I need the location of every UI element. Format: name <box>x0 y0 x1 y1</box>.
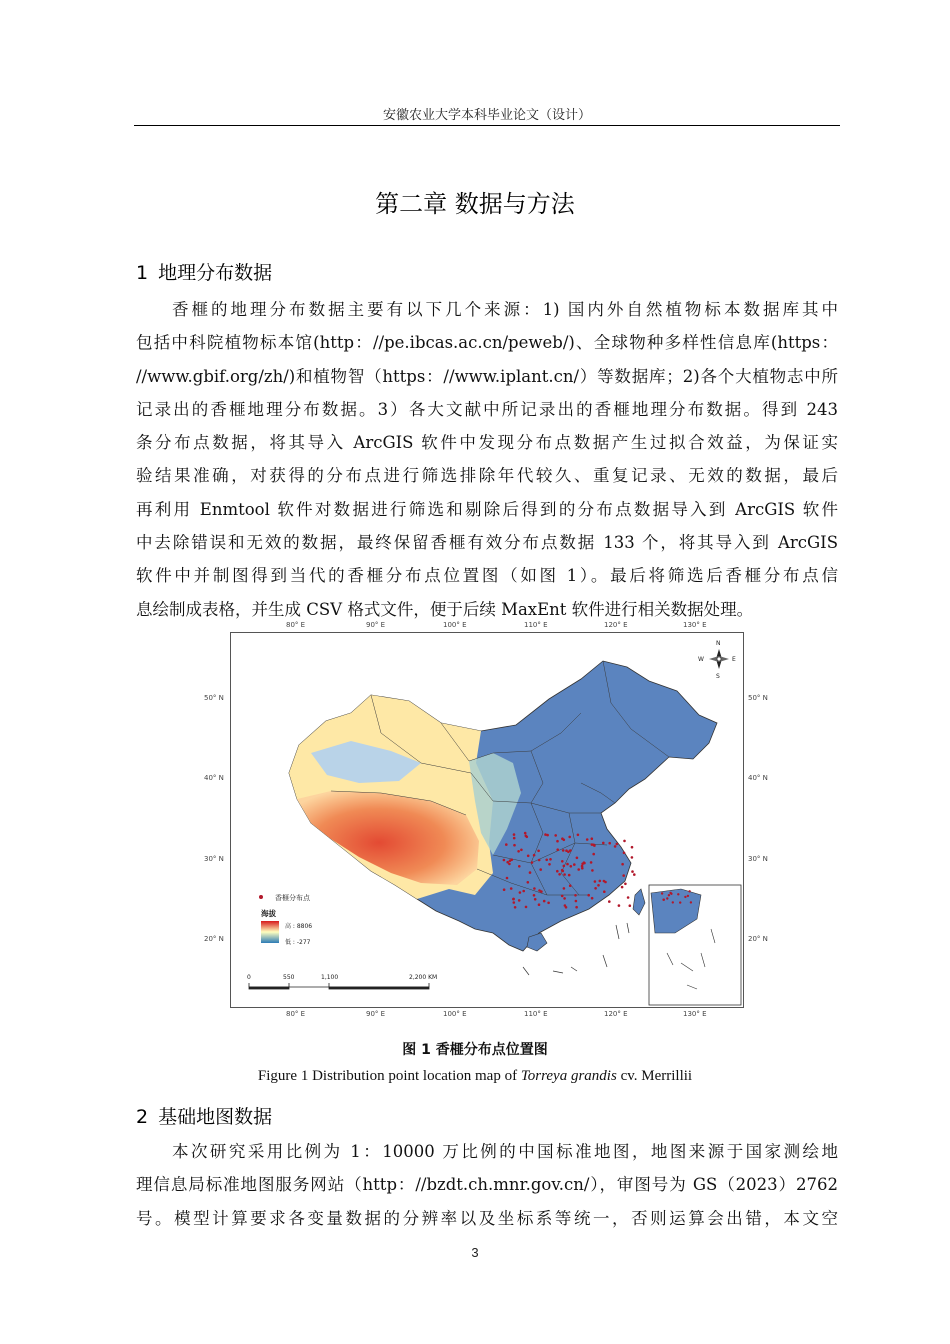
distribution-point <box>583 861 586 864</box>
lat-label-right: 50° N <box>748 694 768 702</box>
header-rule <box>134 125 840 126</box>
distribution-point <box>566 863 569 866</box>
distribution-point <box>593 844 596 847</box>
legend-point-label: 香榧分布点 <box>275 894 310 902</box>
distribution-point <box>603 890 606 893</box>
distribution-point <box>539 868 542 871</box>
distribution-point <box>616 843 619 846</box>
distribution-point <box>538 889 541 892</box>
compass-w: W <box>698 656 704 663</box>
distribution-point <box>505 843 508 846</box>
text-line: //www.gbif.org/zh/)和植物智（https：//www.iplant.cn/）等数据库；2)各个大植物志中所 <box>136 366 838 386</box>
caption-en-species: Torreya grandis <box>520 1068 617 1084</box>
distribution-point <box>503 859 506 862</box>
distribution-point <box>513 833 516 836</box>
distribution-point <box>561 869 564 872</box>
distribution-point <box>548 863 551 866</box>
legend-low-label: 低 : -277 <box>285 939 311 946</box>
lon-label-bottom: 110° E <box>524 1010 548 1018</box>
legend-elevation-ramp <box>261 921 279 943</box>
distribution-point <box>599 880 602 883</box>
compass-s: S <box>716 673 720 680</box>
text-line: 再利用 Enmtool 软件对数据进行筛选和剔除后得到的分布点数据导入到 ArcGIS 软件 <box>136 499 838 519</box>
figure-caption-en <box>0 1068 950 1085</box>
caption-en-prefix: Figure 1 Distribution point location map of <box>257 1068 521 1084</box>
distribution-point <box>503 888 506 891</box>
distribution-point <box>506 861 509 864</box>
distribution-point <box>590 861 593 864</box>
section-1-paragraph <box>136 293 838 626</box>
lat-label-right: 40° N <box>748 774 768 782</box>
scale-tick-2: 1,100 <box>321 974 339 981</box>
distribution-point <box>591 869 594 872</box>
distribution-point <box>587 894 590 897</box>
section-heading-2 <box>136 1102 272 1129</box>
legend-elevation-title: 海拔 <box>261 909 276 918</box>
distribution-point <box>543 900 546 903</box>
legend-high-label: 高 : 8806 <box>285 923 313 930</box>
text-line: 条分布点数据，将其导入 ArcGIS 软件中发现分布点数据产生过拟合效益，为保证实 <box>136 433 838 453</box>
distribution-point <box>518 865 521 868</box>
scale-tick-3: 2,200 KM <box>409 974 438 981</box>
chapter-title: 第二章 数据与方法 <box>375 190 575 218</box>
distribution-point <box>629 904 632 907</box>
distribution-point <box>513 901 516 904</box>
page-number: 3 <box>471 1245 479 1260</box>
distribution-point <box>602 842 605 845</box>
distribution-point <box>538 903 541 906</box>
distribution-point <box>518 899 521 902</box>
distribution-point <box>533 854 536 857</box>
distribution-point <box>576 857 579 860</box>
lon-label-top: 80° E <box>286 621 306 629</box>
lat-label-right: 20° N <box>748 935 768 943</box>
lon-label-top: 110° E <box>524 621 548 629</box>
lon-label-top: 120° E <box>604 621 628 629</box>
distribution-point <box>592 853 595 856</box>
text-line: 软件中并制图得到当代的香榧分布点位置图（如图 1）。最后将筛选后香榧分布点信 <box>136 566 838 586</box>
distribution-point <box>561 895 564 898</box>
distribution-point <box>565 906 568 909</box>
distribution-point <box>517 850 520 853</box>
inset-distribution-point <box>661 892 663 894</box>
distribution-point <box>586 838 589 841</box>
lon-label-bottom: 120° E <box>604 1010 628 1018</box>
distribution-point <box>573 863 576 866</box>
text-line: 理信息局标准地图服务网站（http：//bzdt.ch.mnr.gov.cn/），审图号为 GS（2023）2762 <box>136 1175 838 1195</box>
inset-distribution-point <box>684 896 686 898</box>
distribution-point <box>514 906 517 909</box>
distribution-point <box>562 849 565 852</box>
distribution-point <box>575 906 578 909</box>
lon-label-bottom: 90° E <box>366 1010 386 1018</box>
distribution-point <box>525 906 528 909</box>
distribution-point <box>633 873 636 876</box>
distribution-point <box>577 834 580 837</box>
distribution-point <box>527 881 530 884</box>
distribution-point <box>624 883 627 886</box>
running-header: 安徽农业大学本科毕业论文（设计） <box>382 108 591 123</box>
lon-label-bottom: 130° E <box>683 1010 707 1018</box>
compass-rose-icon <box>709 649 729 669</box>
distribution-point <box>538 859 541 862</box>
distribution-point <box>621 886 624 889</box>
lat-label-left: 50° N <box>204 694 224 702</box>
distribution-point <box>506 877 509 880</box>
compass-e: E <box>732 656 736 663</box>
distribution-point <box>549 858 552 861</box>
distribution-point <box>561 860 564 863</box>
distribution-point <box>621 863 624 866</box>
text-line: 本次研究采用比例为 1：10000 万比例的中国标准地图，地图来源于国家测绘地 <box>172 1142 838 1161</box>
distribution-point <box>556 870 559 873</box>
section-number: 2 <box>136 1106 149 1128</box>
lat-label-left: 40° N <box>204 774 224 782</box>
distribution-point <box>574 894 577 897</box>
distribution-point <box>533 887 536 890</box>
distribution-point <box>608 900 611 903</box>
distribution-point <box>577 868 580 871</box>
distribution-point <box>594 887 597 890</box>
distribution-point <box>623 840 626 843</box>
distribution-point <box>512 898 515 901</box>
distribution-point <box>568 836 571 839</box>
inset-distribution-point <box>666 897 668 899</box>
distribution-point <box>597 884 600 887</box>
distribution-point <box>547 902 550 905</box>
legend-point-icon <box>259 895 263 899</box>
section-title: 基础地图数据 <box>158 1106 273 1128</box>
text-line: 中去除错误和无效的数据，最终保留香榧有效分布点数据 133 个，将其导入到 ArcGIS <box>136 533 838 553</box>
distribution-point <box>558 873 561 876</box>
distribution-point <box>563 887 566 890</box>
distribution-point <box>570 865 573 868</box>
section-title: 地理分布数据 <box>158 262 273 284</box>
distribution-point <box>608 842 611 845</box>
distribution-point <box>513 844 516 847</box>
text-line: 包括中科院植物标本馆(http：//pe.ibcas.ac.cn/peweb/)、全球物种多样性信息库(https： <box>136 333 838 353</box>
section-heading-1 <box>136 258 272 285</box>
distribution-point <box>527 855 530 858</box>
distribution-point <box>631 846 634 849</box>
inset-distribution-point <box>677 893 679 895</box>
caption-en-suffix: cv. Merrillii <box>616 1068 693 1084</box>
scale-tick-0: 0 <box>247 974 251 981</box>
lon-label-bottom: 100° E <box>443 1010 467 1018</box>
distribution-point <box>510 887 513 890</box>
distribution-point <box>513 837 516 840</box>
distribution-point <box>556 848 559 851</box>
lat-label-left: 20° N <box>204 935 224 943</box>
distribution-point <box>531 861 534 864</box>
distribution-point <box>534 898 537 901</box>
inset-distribution-point <box>688 890 690 892</box>
inset-distribution-point <box>663 899 665 901</box>
lon-label-top: 130° E <box>683 621 707 629</box>
distribution-point <box>594 880 597 883</box>
section-number: 1 <box>136 262 149 284</box>
figure-caption-cn: 图 1 香榧分布点位置图 <box>402 1042 548 1058</box>
lat-label-right: 30° N <box>748 855 768 863</box>
distribution-point <box>627 896 630 899</box>
distribution-point <box>581 867 584 870</box>
distribution-point <box>537 850 540 853</box>
lon-label-bottom: 80° E <box>286 1010 306 1018</box>
inset-distribution-point <box>687 895 689 897</box>
distribution-point <box>622 874 625 877</box>
distribution-point <box>509 859 512 862</box>
distribution-point <box>591 843 594 846</box>
lon-label-top: 90° E <box>366 621 386 629</box>
distribution-point <box>546 834 549 837</box>
distribution-point <box>569 884 572 887</box>
distribution-point <box>556 840 559 843</box>
compass-n: N <box>716 640 721 647</box>
distribution-point <box>545 859 548 862</box>
distribution-point <box>525 835 528 838</box>
text-line: 记录出的香榧地理分布数据。3）各大文献中所记录出的香榧地理分布数据。得到 243 <box>136 399 838 419</box>
distribution-point <box>563 865 566 868</box>
distribution-point <box>563 873 566 876</box>
distribution-point <box>563 897 566 900</box>
inset-distribution-point <box>669 892 671 894</box>
text-line: 号。模型计算要求各变量数据的分辨率以及坐标系等统一，否则运算会出错，本文空 <box>136 1208 838 1228</box>
text-line: 验结果准确，对获得的分布点进行筛选排除年代较久、重复记录、无效的数据，最后 <box>136 466 838 486</box>
distribution-point <box>575 900 578 903</box>
section-2-paragraph <box>136 1135 838 1235</box>
china-map <box>231 633 743 1007</box>
inset-distribution-point <box>672 901 674 903</box>
distribution-point <box>519 891 522 894</box>
text-line: 香榧的地理分布数据主要有以下几个来源：1) 国内外自然植物标本数据库其中 <box>172 300 838 319</box>
scale-tick-1: 550 <box>283 974 295 981</box>
distribution-point <box>591 897 594 900</box>
distribution-point <box>529 871 532 874</box>
distribution-point <box>520 849 523 852</box>
distribution-point <box>554 834 557 837</box>
distribution-point <box>618 904 621 907</box>
lat-label-left: 30° N <box>204 855 224 863</box>
text-line: 息绘制成表格，并生成 CSV 格式文件，便于后续 MaxEnt 软件进行相关数据处理。 <box>136 599 754 619</box>
distribution-point <box>524 832 527 835</box>
distribution-point <box>591 837 594 840</box>
distribution-point <box>603 880 606 883</box>
distribution-point <box>623 852 626 855</box>
distribution-point <box>568 874 571 877</box>
distribution-point <box>631 856 634 859</box>
lon-label-top: 100° E <box>443 621 467 629</box>
distribution-point <box>533 894 536 897</box>
distribution-point <box>522 890 525 893</box>
distribution-point <box>567 851 570 854</box>
distribution-point <box>631 870 634 873</box>
distribution-point <box>561 837 564 840</box>
distribution-map-figure <box>230 632 744 1008</box>
taiwan-shape <box>633 889 645 915</box>
inset-distribution-point <box>690 901 692 903</box>
inset-distribution-point <box>679 901 681 903</box>
inset-distribution-point <box>668 894 670 896</box>
scale-bar <box>249 983 429 989</box>
distribution-point <box>614 845 617 848</box>
